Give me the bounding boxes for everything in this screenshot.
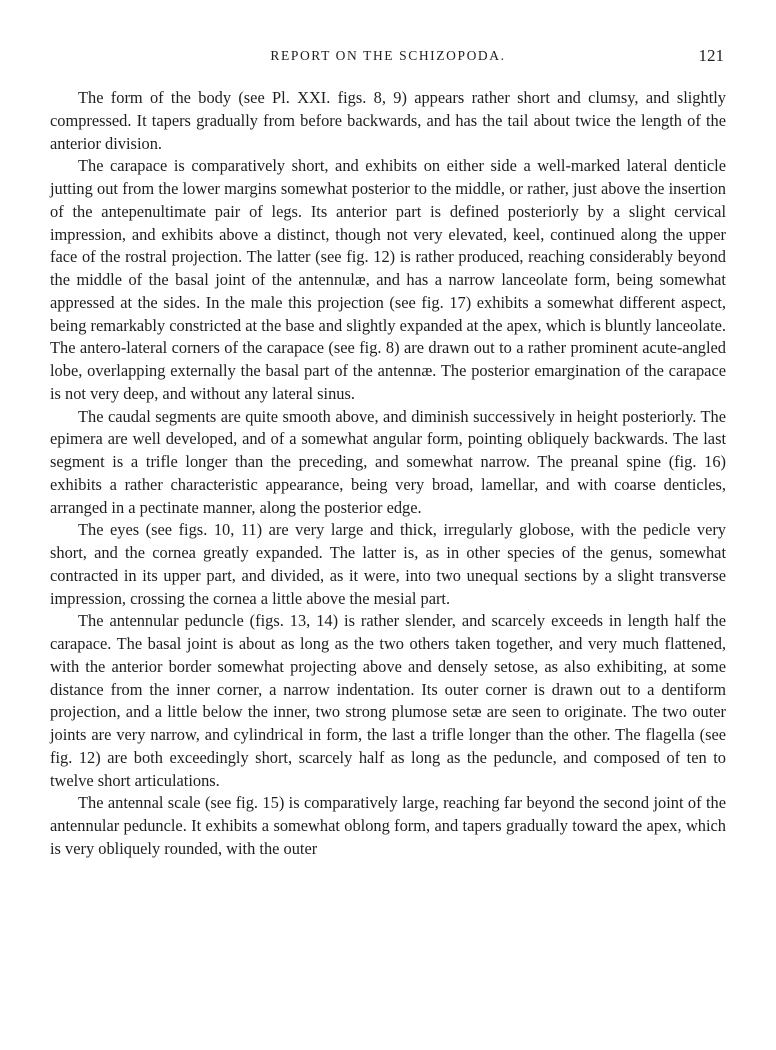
paragraph-carapace: The carapace is comparatively short, and exhibits on either side a well-marked lateral denticle jutting out from the lower margins somewhat posterior to the middle, or rather, just above the insertion of the antepenultimate pair of legs. Its anterior part is defined posteriorly by a slight cervical impression, and exhibits above a distinct, though not very elevated, keel, continued along the upper face of the rostral projection. The latter (see fig. 12) is rather produced, reaching considerably beyond the middle of the basal joint of the antennulæ, and has a narrow lanceolate form, being somewhat appressed at the sides. In the male this projection (see fig. 17) exhibits a somewhat different aspect, being remarkably constricted at the base and slightly expanded at the apex, which is bluntly lanceolate. The antero-lateral corners of the carapace (see fig. 8) are drawn out to a rather prominent acute-angled lobe, overlapping externally the basal part of the antennæ. The posterior emargination of the carapace is not very deep, and without any lateral sinus. [50,156,726,403]
body-text [50,87,726,861]
paragraph-antennal-scale: The antennal scale (see fig. 15) is comparatively large, reaching far beyond the second joint of the antennular peduncle. It exhibits a somewhat oblong form, and tapers gradually toward the apex, which is very obliquely rounded, with the outer [50,793,726,858]
paragraph-eyes: The eyes (see figs. 10, 11) are very large and thick, irregularly globose, with the pedicle very short, and the cornea greatly expanded. The latter is, as in other species of the genus, somewhat contracted in its upper part, and divided, as it were, into two unequal sections by a slight transverse impression, crossing the cornea a little above the mesial part. [50,520,726,608]
page-number: 121 [698,46,724,65]
paragraph-caudal-segments: The caudal segments are quite smooth above, and diminish successively in height posteriorly. The epimera are well developed, and of a somewhat angular form, pointing obliquely backwards. The last segment is a trifle longer than the preceding, and somewhat narrow. The preanal spine (fig. 16) exhibits a rather characteristic appearance, being very broad, lamellar, and with coarse denticles, arranged in a pectinate manner, along the posterior edge. [50,406,726,517]
paragraph-body-form: The form of the body (see Pl. XXI. figs. 8, 9) appears rather short and clumsy, and slightly compressed. It tapers gradually from before backwards, and has the tail about twice the length of the anterior division. [50,88,726,153]
running-head [50,46,726,68]
running-title: REPORT ON THE SCHIZOPODA. [270,48,506,63]
paragraph-antennular-peduncle: The antennular peduncle (figs. 13, 14) is rather slender, and scarcely exceeds in length half the carapace. The basal joint is about as long as the two others taken together, and very much flattened, with the anterior border somewhat projecting above and densely setose, as also exhibiting, at some distance from the inner corner, a narrow indentation. Its outer corner is drawn out to a dentiform projection, and a little below the inner, two strong plumose setæ are seen to originate. The two outer joints are very narrow, and cylindrical in form, the last a trifle longer than the other. The flagella (see fig. 12) are both exceedingly short, scarcely half as long as the peduncle, and composed of ten to twelve short articulations. [50,611,726,790]
